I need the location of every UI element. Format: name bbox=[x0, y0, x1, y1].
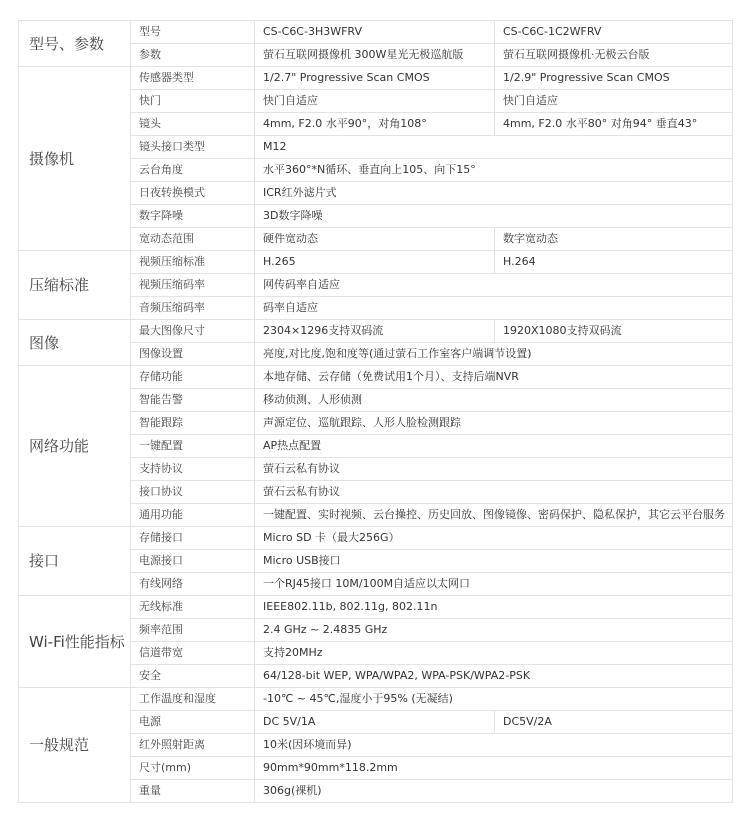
spec-label: 存储接口 bbox=[131, 527, 255, 550]
spec-label: 重量 bbox=[131, 780, 255, 803]
spec-label: 传感器类型 bbox=[131, 67, 255, 90]
spec-value-model-a: 1/2.7" Progressive Scan CMOS bbox=[255, 67, 495, 90]
spec-value-shared: 一键配置、实时视频、云台操控、历史回放、图像镜像、密码保护、隐私保护，其它云平台服务 bbox=[255, 504, 733, 527]
spec-row bbox=[19, 251, 733, 274]
spec-value-shared: 2.4 GHz ~ 2.4835 GHz bbox=[255, 619, 733, 642]
spec-value-shared: M12 bbox=[255, 136, 733, 159]
spec-group-title: Wi-Fi性能指标 bbox=[19, 596, 131, 688]
spec-label: 云台角度 bbox=[131, 159, 255, 182]
spec-value-shared: AP热点配置 bbox=[255, 435, 733, 458]
spec-row bbox=[19, 21, 733, 44]
spec-label: 通用功能 bbox=[131, 504, 255, 527]
spec-row bbox=[19, 527, 733, 550]
spec-label: 支持协议 bbox=[131, 458, 255, 481]
spec-value-model-a: 硬件宽动态 bbox=[255, 228, 495, 251]
spec-value-model-b: 萤石互联网摄像机·无极云台版 bbox=[495, 44, 733, 67]
spec-label: 最大图像尺寸 bbox=[131, 320, 255, 343]
spec-value-shared: 移动侦测、人形侦测 bbox=[255, 389, 733, 412]
spec-label: 工作温度和湿度 bbox=[131, 688, 255, 711]
spec-label: 视频压缩标准 bbox=[131, 251, 255, 274]
spec-value-model-b: CS-C6C-1C2WFRV bbox=[495, 21, 733, 44]
spec-value-model-b: 1920X1080支持双码流 bbox=[495, 320, 733, 343]
spec-label: 型号 bbox=[131, 21, 255, 44]
spec-value-shared: -10℃ ~ 45℃,湿度小于95% (无凝结) bbox=[255, 688, 733, 711]
spec-label: 图像设置 bbox=[131, 343, 255, 366]
spec-label: 智能告警 bbox=[131, 389, 255, 412]
spec-value-model-b: 1/2.9" Progressive Scan CMOS bbox=[495, 67, 733, 90]
spec-label: 有线网络 bbox=[131, 573, 255, 596]
spec-value-model-b: 数字宽动态 bbox=[495, 228, 733, 251]
spec-label: 日夜转换模式 bbox=[131, 182, 255, 205]
spec-value-shared: 10米(因环境而异) bbox=[255, 734, 733, 757]
spec-label: 存储功能 bbox=[131, 366, 255, 389]
spec-value-shared: 支持20MHz bbox=[255, 642, 733, 665]
spec-value-shared: 码率自适应 bbox=[255, 297, 733, 320]
spec-label: 无线标准 bbox=[131, 596, 255, 619]
spec-label: 镜头接口类型 bbox=[131, 136, 255, 159]
spec-value-shared: Micro USB接口 bbox=[255, 550, 733, 573]
spec-row bbox=[19, 320, 733, 343]
spec-group-title: 一般规范 bbox=[19, 688, 131, 803]
spec-value-shared: 萤石云私有协议 bbox=[255, 458, 733, 481]
spec-value-model-a: 快门自适应 bbox=[255, 90, 495, 113]
spec-label: 宽动态范围 bbox=[131, 228, 255, 251]
spec-value-model-a: 4mm, F2.0 水平90°，对角108° bbox=[255, 113, 495, 136]
spec-label: 接口协议 bbox=[131, 481, 255, 504]
spec-value-model-b: 4mm, F2.0 水平80° 对角94° 垂直43° bbox=[495, 113, 733, 136]
spec-label: 红外照射距离 bbox=[131, 734, 255, 757]
spec-value-model-b: DC5V/2A bbox=[495, 711, 733, 734]
spec-value-shared: 90mm*90mm*118.2mm bbox=[255, 757, 733, 780]
spec-value-model-a: CS-C6C-3H3WFRV bbox=[255, 21, 495, 44]
spec-value-shared: 亮度,对比度,饱和度等(通过萤石工作室客户端调节设置) bbox=[255, 343, 733, 366]
spec-label: 频率范围 bbox=[131, 619, 255, 642]
spec-value-shared: 3D数字降噪 bbox=[255, 205, 733, 228]
spec-value-shared: 64/128-bit WEP, WPA/WPA2, WPA-PSK/WPA2-PSK bbox=[255, 665, 733, 688]
spec-group-title: 压缩标准 bbox=[19, 251, 131, 320]
spec-group-title: 型号、参数 bbox=[19, 21, 131, 67]
spec-value-model-b: 快门自适应 bbox=[495, 90, 733, 113]
spec-value-model-a: H.265 bbox=[255, 251, 495, 274]
spec-label: 电源 bbox=[131, 711, 255, 734]
spec-label: 音频压缩码率 bbox=[131, 297, 255, 320]
spec-label: 视频压缩码率 bbox=[131, 274, 255, 297]
spec-label: 安全 bbox=[131, 665, 255, 688]
spec-label: 尺寸(mm) bbox=[131, 757, 255, 780]
spec-value-shared: Micro SD 卡（最大256G） bbox=[255, 527, 733, 550]
spec-row bbox=[19, 596, 733, 619]
spec-label: 智能跟踪 bbox=[131, 412, 255, 435]
spec-value-shared: 306g(裸机) bbox=[255, 780, 733, 803]
spec-value-model-a: 萤石互联网摄像机 300W星光无极巡航版 bbox=[255, 44, 495, 67]
spec-group-title: 图像 bbox=[19, 320, 131, 366]
spec-label: 电源接口 bbox=[131, 550, 255, 573]
spec-value-shared: 一个RJ45接口 10M/100M自适应以太网口 bbox=[255, 573, 733, 596]
spec-label: 数字降噪 bbox=[131, 205, 255, 228]
spec-label: 参数 bbox=[131, 44, 255, 67]
spec-row bbox=[19, 688, 733, 711]
spec-value-shared: 网传码率自适应 bbox=[255, 274, 733, 297]
spec-group-title: 摄像机 bbox=[19, 67, 131, 251]
spec-label: 一键配置 bbox=[131, 435, 255, 458]
spec-table-body bbox=[19, 21, 733, 803]
spec-value-shared: 声源定位、巡航跟踪、人形人脸检测跟踪 bbox=[255, 412, 733, 435]
spec-value-shared: ICR红外滤片式 bbox=[255, 182, 733, 205]
spec-value-model-a: DC 5V/1A bbox=[255, 711, 495, 734]
spec-value-shared: 水平360°*N循环、垂直向上105、向下15° bbox=[255, 159, 733, 182]
spec-value-model-a: 2304×1296支持双码流 bbox=[255, 320, 495, 343]
spec-label: 信道带宽 bbox=[131, 642, 255, 665]
spec-value-shared: IEEE802.11b, 802.11g, 802.11n bbox=[255, 596, 733, 619]
spec-group-title: 网络功能 bbox=[19, 366, 131, 527]
spec-row bbox=[19, 366, 733, 389]
spec-value-shared: 本地存储、云存储（免费试用1个月）、支持后端NVR bbox=[255, 366, 733, 389]
spec-table bbox=[18, 20, 733, 803]
spec-value-model-b: H.264 bbox=[495, 251, 733, 274]
spec-row bbox=[19, 67, 733, 90]
spec-label: 快门 bbox=[131, 90, 255, 113]
spec-value-shared: 萤石云私有协议 bbox=[255, 481, 733, 504]
spec-group-title: 接口 bbox=[19, 527, 131, 596]
spec-label: 镜头 bbox=[131, 113, 255, 136]
